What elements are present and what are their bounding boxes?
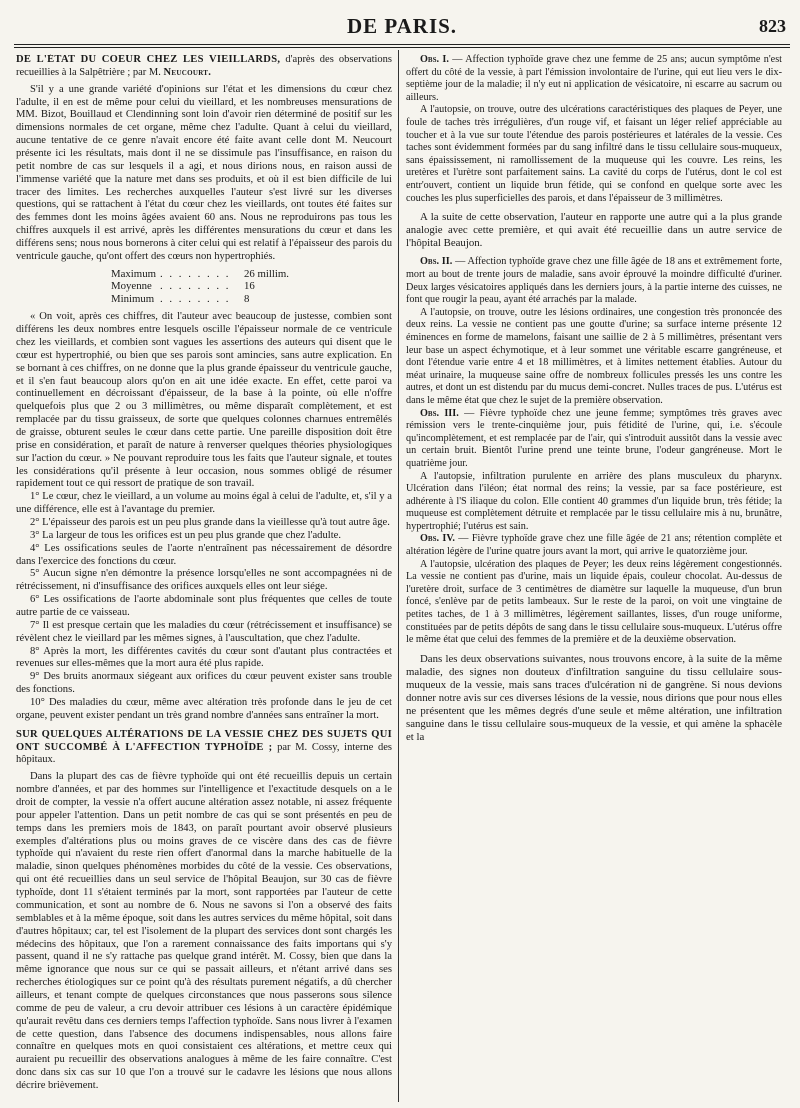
article-title-rest: d'après des observations recueillies à la Salpêtrière ; par M.	[16, 54, 392, 78]
measurements-table	[111, 268, 293, 306]
paragraph: Dans la plupart des cas de fièvre typhoïde qui ont été recueillis depuis un certain nombre d'années, et par des hommes sur l'intelligence et l'exactitude desquels on a le droit de compter, la vessie n'a offert aucune altération assez notable, ni assez fréquente pour appeler l'attention. Dans un petit nombre de cas qui se sont présentés en peu de temps dans les premiers mois de 1843, on paraît pourtant avoir observé plusieurs exemples d'altérations plus ou moins graves de ce viscère dans des cas de fièvre typhoïde qui n'avaient du reste rien offert d'anormal dans la marche habituelle de la maladie, sinon quelques phénomènes morbides du côté de la vessie. Ces observations, qui ont été recueillies dans un seul service de l'hôpital Beaujon, sur 30 cas de fièvre typhoïde, dont 11 s'étaient terminés par la mort, sont rapportées par l'auteur de cette communication, et sont au nombre de 6. Nous ne savons si l'on a observé des faits semblables et à la même époque, soit dans les autres services du même hôpital, soit dans d'autres hôpitaux; car, tel est l'isolement de la plupart des services dont sont chargés les médecins des hôpitaux, que l'on a rarement connaissance des faits importans qui s'y passent, quand il ne s'y rattache pas quelque grand intérêt. M. Cossy, bien que dans la même ignorance que nous sur ce qui se passait ailleurs, et n'étant arrivé dans ses recherches étiologiques sur ce point qu'à des résultats purement négatifs, a dû chercher ailleurs, et tenant compte de quelques circonstances que nous passerons sous silence comme de peu de valeur, a cru devoir attribuer ces lésions à un caractère épidémique qu'aurait revêtu dans ces derniers temps l'affection typhoïde. Sans nous livrer à l'examen de cette question, dans l'absence des documens indispensables, nous allons faire connaître en quelques mots en quoi consistaient ces altérations, et mettre ceux qui auraient pu recueillir des observations analogues à même de les faire connaître. C'est donc dans six cas sur 10 que l'on a trouvé sur le cadavre les lésions que nous allons décrire brièvement.	[16, 771, 392, 1091]
conclusion-item: 7° Il est presque certain que les maladies du cœur (rétrécissement et insuffisance) se révèlent chez le vieillard par les mêmes signes, à l'auscultation, que chez l'adulte.	[16, 619, 392, 644]
observation-autopsy: A l'autopsie, on trouve, outre des ulcérations caractéristiques des plaques de Peyer, une foule de taches très irrégulières, d'un rouge vif, et faisant un léger relief appréciable au toucher et à la vue sur toute l'étendue des parois postérieures et latérales de la vessie. Ces taches sont évidemment formées par du sang infiltré dans le tissu cellulaire sous-muqueux, sans épaississement, ni ramollissement de la muqueuse qui les couvre. Les reins, les uretères et l'urètre sont parfaitement sains. La cavité du corps de l'utérus, dont le col est entr'ouvert, contient un liquide brun fétide, qui se confond en quelque sorte avec les couches les plus superficielles des parois, et dans l'épaisseur de 3 millimètres.	[406, 104, 782, 204]
measure-value: 16	[244, 280, 255, 293]
measure-row: Moyenne . . . . . . . . 16	[111, 280, 293, 293]
conclusion-item: 9° Des bruits anormaux siégeant aux orifices du cœur peuvent exister sans trouble des fonctions.	[16, 671, 392, 696]
conclusion-item: 5° Aucun signe n'en démontre la présence lorsqu'elles ne sont accompagnées ni de rétrécissement, ni d'insuffisance des orifices auxquels elles ont leur siége.	[16, 568, 392, 593]
measure-label: Minimum	[111, 292, 155, 305]
observation-body: — Fièvre typhoïde chez une jeune femme; symptômes très graves avec rémission vers le trente-cinquième jour, puis fétidité de l'urine, qui, i.e. s'écoule qu'incomplètement, et est remplacée par de l'air, qui s'introduit aussitôt dans la vessie avec un certain bruit. Bientôt l'urine prend une teinte brune, l'odeur gangréneuse. Mort le quatrième jour.	[406, 407, 782, 469]
header-rule-thin	[14, 47, 790, 48]
measure-value: 8	[244, 292, 250, 305]
observation-body: — Affection typhoïde grave chez une fille âgée de 18 ans et extrêmement forte, mort au bout de trente jours de maladie, sans avoir éprouvé la moindre difficulté d'uriner. Deux larges vésicatoires appliqués dans les derniers jours, à la partie interne des cuisses, ne font que rougir la peau, ayant été arrachés par la malade.	[406, 256, 782, 306]
measure-label: Moyenne	[111, 280, 152, 293]
conclusion-item: 3° La largeur de tous les orifices est un peu plus grande que chez l'adulte.	[30, 529, 342, 541]
observation-body: — Affection typhoïde grave chez une femme de 25 ans; aucun symptôme n'est offert du côté de la vessie, à part l'émission involontaire de l'urine, qui eut lieu vers le dix-septième jour de la maladie; il n'y eut ni application de vésicatoire, ni escarre au sacrum ou ailleurs.	[406, 54, 782, 103]
observation-label: Obs. I.	[420, 54, 449, 65]
measure-value: 26 millim.	[244, 267, 289, 280]
paragraph: A la suite de cette observation, l'auteur en rapporte une autre qui a la plus grande analogie avec cette première, et qui avait été recueillie dans un autre service de l'hôpital Beaujon.	[406, 211, 782, 250]
right-column	[406, 54, 782, 1104]
observation-heading	[406, 408, 782, 471]
paragraph: S'il y a une grande variété d'opinions sur l'état et les dimensions du cœur chez l'adulte, il en est de même pour celui du vieillard, et les nombreuses mensurations de MM. Bizot, Bouillaud et Clendinning sont loin d'avoir rien déterminé de positif sur les dimensions normales de cet organe, même chez l'adulte. Quant à celui du vieillard, aucune tentative de ce genre n'avait encore été faite avant celle dont M. Neucourt présente ici les résultats, mais dont il ne se dissimule pas l'insuffisance, en raison du petit nombre de cas sur lesquels il a agi, et nous dirions nous, en raison aussi de l'immense variété que la nature met dans ses produits, et où il est bien difficile de lui tracer des limites. Les recherches auxquelles l'auteur s'est livré sur les diverses questions, qui se rattachent à l'état du cœur chez les vieillards, ont toutes été faites sur des femmes dont les moins âgées avaient 60 ans. Nous ne reproduirons pas tous les chiffres auxquels il est arrivé, après les différentes mensurations du cœur et dans les différens sens; nous nous bornerons à citer celui qui est relatif à l'épaisseur des parois du ventricule gauche, qu'ont offert des cœurs non hypertrophiés.	[16, 83, 392, 262]
observation-heading	[406, 54, 782, 104]
right-column-flow	[406, 54, 782, 744]
paragraph: « On voit, après ces chiffres, dit l'auteur avec beaucoup de justesse, combien sont différens les deux nombres entre lesquels oscille l'épaisseur normale de ce ventricule chez les vieillards, et combien sont vagues les assertions des auteurs qui disent que le cœur est hypertrophié, ou bien que ses parois sont amincies, sans autre explication. En se bornant à ces chiffres, on ne donne que la plus grande épaisseur du ventricule gauche, et il s'en faut beaucoup alors qu'on en ait une idée exacte. En effet, cette paroi va continuellement en décroissant d'épaisseur, de la base à la pointe, où elle n'offre quelquefois plus que 2 ou 3 millimètres, ou même disparaît complètement, et est remplacée par du tissu graisseux, de sorte que quelques colonnes charnues entremêlés de graisse, obturent seules le cœur dans cette partie. Une pareille disposition doit être prise en considération, et paraît de nature à renverser quelques théories physiologiques sur l'action du cœur. » Ne pouvant reproduire tous les faits que l'auteur signale, et toutes les considérations qu'il présente à leur occasion, nous sommes obligé de résumer rapidement tout ce qui ressort de pratique de son travail.	[16, 311, 392, 490]
page-header	[14, 6, 790, 46]
observation-label: Obs. II.	[420, 256, 453, 268]
observation-label: Obs. IV.	[420, 533, 455, 545]
article-title-main: SUR QUELQUES ALTÉRATIONS DE LA VESSIE CHEZ DES SUJETS QUI ONT SUCCOMBÉ À L'AFFECTION TYPHOÏDE ;	[16, 728, 392, 753]
page-number: 823	[759, 16, 786, 36]
article-title-main: DE L'ÉTAT DU COEUR CHEZ LES VIEILLARDS,	[16, 54, 281, 65]
running-title: DE PARIS.	[346, 14, 458, 38]
conclusion-item: 2° L'épaisseur des parois est un peu plus grande dans la vieillesse qu'à tout autre âge.	[30, 517, 390, 528]
observation-block	[406, 533, 782, 646]
article-title-heart	[16, 54, 392, 80]
observation-autopsy: A l'autopsie, ulcération des plaques de Peyer; les deux reins légèrement congestionnés. La vessie ne contient pas d'urine, mais un liquide épais, couleur chocolat. Au-dessus de l'uretère droit, surface de 3 centimètres de diamètre sur laquelle la muqueuse, d'un brun foncé, s'enlève par de petits lambeaux. Sur le reste de la paroi, on voit une vingtaine de petites taches, de 1 à 3 millimètres, légèrement saillantes, lisses, d'un rouge uniforme, constituées par de petits dépôts de sang dans le tissu cellulaire sous-muqueux. L'utérus offre le même état que celui des femmes de la première et de la deuxième observation.	[406, 558, 782, 646]
observation-label: Obs. III.	[420, 407, 459, 419]
observation-autopsy: A l'autopsie, infiltration purulente en arrière des plans musculeux du pharynx. Ulcération dans l'iléon; état normal des reins; la vessie, par sa face postérieure, est adhérente à l'S iliaque du colon. Elle contient 40 grammes d'un liquide brun, très fétide; la muqueuse est complètement détruite et remplacée par le tissu cellulaire mis à nu, brunâtre, hypertrophié; l'utérus est sain.	[406, 470, 782, 532]
paragraph: Dans les deux observations suivantes, nous trouvons encore, à la suite de la même maladie, des signes non douteux d'infiltration sanguine du tissu cellulaire sous-muqueux de la vessie, mais sans traces d'ulcération ni de gangrène. Si nous devions donner notre avis sur ces diverses lésions de la vessie, nous dirions que pour nous elles ne présentent que les mêmes degrés d'une seule et même altération, une infiltration sanguine dans le tissu cellulaire sous-muqueux de la vessie, et qui amène la sphacèle et la	[406, 652, 782, 744]
measure-label: Maximum	[111, 267, 156, 280]
conclusion-item: 8° Après la mort, les différentes cavités du cœur sont d'autant plus contractées et revenues sur elles-mêmes que la mort aura été plus rapide.	[16, 645, 392, 670]
header-rule	[14, 44, 790, 45]
article-title-bladder	[16, 729, 392, 768]
observation-heading	[406, 256, 782, 306]
observation-autopsy: A l'autopsie, on trouve, outre les lésions ordinaires, une congestion très prononcée des deux reins. La vessie ne contient pas une goutte d'urine; sa surface interne présente 12 éminences en forme de mamelons, faisant une saillie de 2 à 5 millimètres, présentant vers leur base un aspect échymotique, et à leur sommet une véritable escarre gangréneuse, et dont l'étendue varie entre 4 et 18 millimètres, et à limites nettement établies. Autour du méat urinaire, la muqueuse saine offre de nombreux follicules pressés les uns contre les autres, et dont un est distendu par du mucus demi-concret. Nulles traces de pus. L'utérus est dans le même état que chez le sujet de la première observation.	[406, 306, 782, 406]
observation-block	[406, 408, 782, 534]
measure-row: Maximum . . . . . . . . 26 millim.	[111, 268, 293, 281]
article-author: Neucourt.	[163, 66, 212, 78]
observation-block	[406, 54, 782, 205]
article-title-rest: par M. Cossy, interne des hôpitaux.	[16, 741, 392, 766]
conclusion-item: 6° Les ossifications de l'aorte abdominale sont plus fréquentes que celles de toute autre partie de ce vaisseau.	[16, 594, 392, 619]
column-divider	[398, 50, 399, 1102]
conclusion-item: 4° Les ossifications seules de l'aorte n'entraînent pas nécessairement de désordre dans l'exercice des fonctions du cœur.	[16, 542, 392, 567]
observation-heading	[406, 533, 782, 558]
measure-row: Minimum . . . . . . . . 8	[111, 293, 293, 306]
observation-body: — Fièvre typhoïde grave chez une fille âgée de 21 ans; rétention complète et altération légère de l'urine quatre jours avant la mort, qui arrive le quatorzième jour.	[406, 533, 782, 558]
conclusion-item: 10° Des maladies du cœur, même avec altération très profonde dans le jeu de cet organe, peuvent exister pendant un très grand nombre d'années sans entraîner la mort.	[16, 697, 392, 721]
left-column	[16, 54, 392, 1104]
observation-block	[406, 256, 782, 407]
conclusion-item: 1° Le cœur, chez le vieillard, a un volume au moins égal à celui de l'adulte, et, s'il y a une différence, elle est à l'avantage du premier.	[16, 491, 392, 516]
